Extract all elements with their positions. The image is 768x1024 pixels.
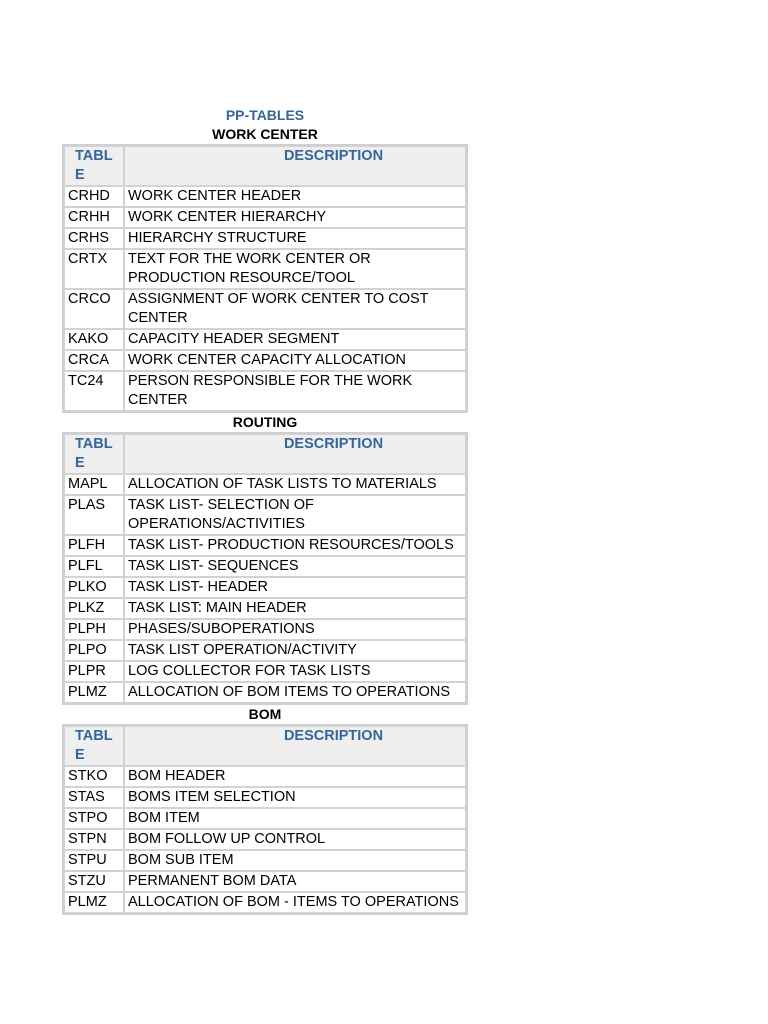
column-header-description: DESCRIPTION <box>124 146 466 186</box>
table-row <box>64 682 466 703</box>
table-row <box>64 249 466 289</box>
table-row <box>64 535 466 556</box>
table-code-cell: STAS <box>64 787 124 808</box>
table-description-cell: TASK LIST OPERATION/ACTIVITY <box>124 640 466 661</box>
table-code-cell: CRCA <box>64 350 124 371</box>
table-code-cell: KAKO <box>64 329 124 350</box>
table-row <box>64 556 466 577</box>
table-code-cell: PLKO <box>64 577 124 598</box>
table-row <box>64 228 466 249</box>
table-code-cell: PLAS <box>64 495 124 535</box>
table-code-cell: CRHD <box>64 186 124 207</box>
table-row <box>64 371 466 411</box>
section-title: ROUTING <box>232 414 298 430</box>
table-row <box>64 661 466 682</box>
table-description-cell: TASK LIST- SEQUENCES <box>124 556 466 577</box>
table-routing <box>62 432 468 705</box>
table-description-cell: TEXT FOR THE WORK CENTER OR PRODUCTION RESOURCE/TOOL <box>124 249 466 289</box>
table-row <box>64 329 466 350</box>
table-description-cell: WORK CENTER CAPACITY ALLOCATION <box>124 350 466 371</box>
table-description-cell: WORK CENTER HIERARCHY <box>124 207 466 228</box>
table-code-cell: PLFH <box>64 535 124 556</box>
table-row <box>64 207 466 228</box>
table-code-cell: CRTX <box>64 249 124 289</box>
sections-container <box>62 125 468 915</box>
table-description-cell: BOM FOLLOW UP CONTROL <box>124 829 466 850</box>
table-code-cell: CRCO <box>64 289 124 329</box>
table-row <box>64 787 466 808</box>
table-code-cell: STPN <box>64 829 124 850</box>
table-description-cell: ALLOCATION OF TASK LISTS TO MATERIALS <box>124 474 466 495</box>
page-title: PP-TABLES <box>225 107 305 123</box>
table-row <box>64 871 466 892</box>
table-row <box>64 829 466 850</box>
table-row <box>64 186 466 207</box>
column-header-description: DESCRIPTION <box>124 434 466 474</box>
table-description-cell: PERSON RESPONSIBLE FOR THE WORK CENTER <box>124 371 466 411</box>
table-code-cell: PLPH <box>64 619 124 640</box>
table-description-cell: PERMANENT BOM DATA <box>124 871 466 892</box>
table-row <box>64 808 466 829</box>
table-code-cell: STZU <box>64 871 124 892</box>
table-code-cell: TC24 <box>64 371 124 411</box>
table-code-cell: PLFL <box>64 556 124 577</box>
table-code-cell: CRHS <box>64 228 124 249</box>
table-code-cell: PLKZ <box>64 598 124 619</box>
table-description-cell: BOM SUB ITEM <box>124 850 466 871</box>
table-row <box>64 289 466 329</box>
table-code-cell: STKO <box>64 766 124 787</box>
table-code-cell: PLMZ <box>64 682 124 703</box>
table-code-cell: PLMZ <box>64 892 124 913</box>
table-row <box>64 766 466 787</box>
table-description-cell: TASK LIST- SELECTION OF OPERATIONS/ACTIVITIES <box>124 495 466 535</box>
table-code-cell: MAPL <box>64 474 124 495</box>
table-code-cell: PLPO <box>64 640 124 661</box>
table-code-cell: STPO <box>64 808 124 829</box>
table-description-cell: BOM ITEM <box>124 808 466 829</box>
table-work-center <box>62 144 468 413</box>
column-header-table: TABL E <box>64 146 124 186</box>
table-code-cell: STPU <box>64 850 124 871</box>
table-row <box>64 598 466 619</box>
table-description-cell: HIERARCHY STRUCTURE <box>124 228 466 249</box>
table-row <box>64 577 466 598</box>
table-description-cell: TASK LIST- HEADER <box>124 577 466 598</box>
table-bom <box>62 724 468 915</box>
table-description-cell: WORK CENTER HEADER <box>124 186 466 207</box>
table-description-cell: TASK LIST- PRODUCTION RESOURCES/TOOLS <box>124 535 466 556</box>
column-header-table: TABL E <box>64 726 124 766</box>
table-code-cell: PLPR <box>64 661 124 682</box>
table-row <box>64 474 466 495</box>
section-title: BOM <box>248 706 282 722</box>
table-row <box>64 350 466 371</box>
document <box>62 106 468 915</box>
table-description-cell: ASSIGNMENT OF WORK CENTER TO COST CENTER <box>124 289 466 329</box>
table-description-cell: TASK LIST: MAIN HEADER <box>124 598 466 619</box>
table-description-cell: ALLOCATION OF BOM ITEMS TO OPERATIONS <box>124 682 466 703</box>
column-header-description: DESCRIPTION <box>124 726 466 766</box>
table-row <box>64 640 466 661</box>
table-description-cell: LOG COLLECTOR FOR TASK LISTS <box>124 661 466 682</box>
column-header-table: TABL E <box>64 434 124 474</box>
table-description-cell: CAPACITY HEADER SEGMENT <box>124 329 466 350</box>
table-description-cell: BOMS ITEM SELECTION <box>124 787 466 808</box>
section-title: WORK CENTER <box>212 126 318 142</box>
table-code-cell: CRHH <box>64 207 124 228</box>
table-header-row <box>64 434 466 474</box>
table-header-row <box>64 726 466 766</box>
table-description-cell: PHASES/SUBOPERATIONS <box>124 619 466 640</box>
table-description-cell: ALLOCATION OF BOM - ITEMS TO OPERATIONS <box>124 892 466 913</box>
table-row <box>64 850 466 871</box>
table-row <box>64 619 466 640</box>
table-description-cell: BOM HEADER <box>124 766 466 787</box>
table-row <box>64 495 466 535</box>
table-row <box>64 892 466 913</box>
table-header-row <box>64 146 466 186</box>
